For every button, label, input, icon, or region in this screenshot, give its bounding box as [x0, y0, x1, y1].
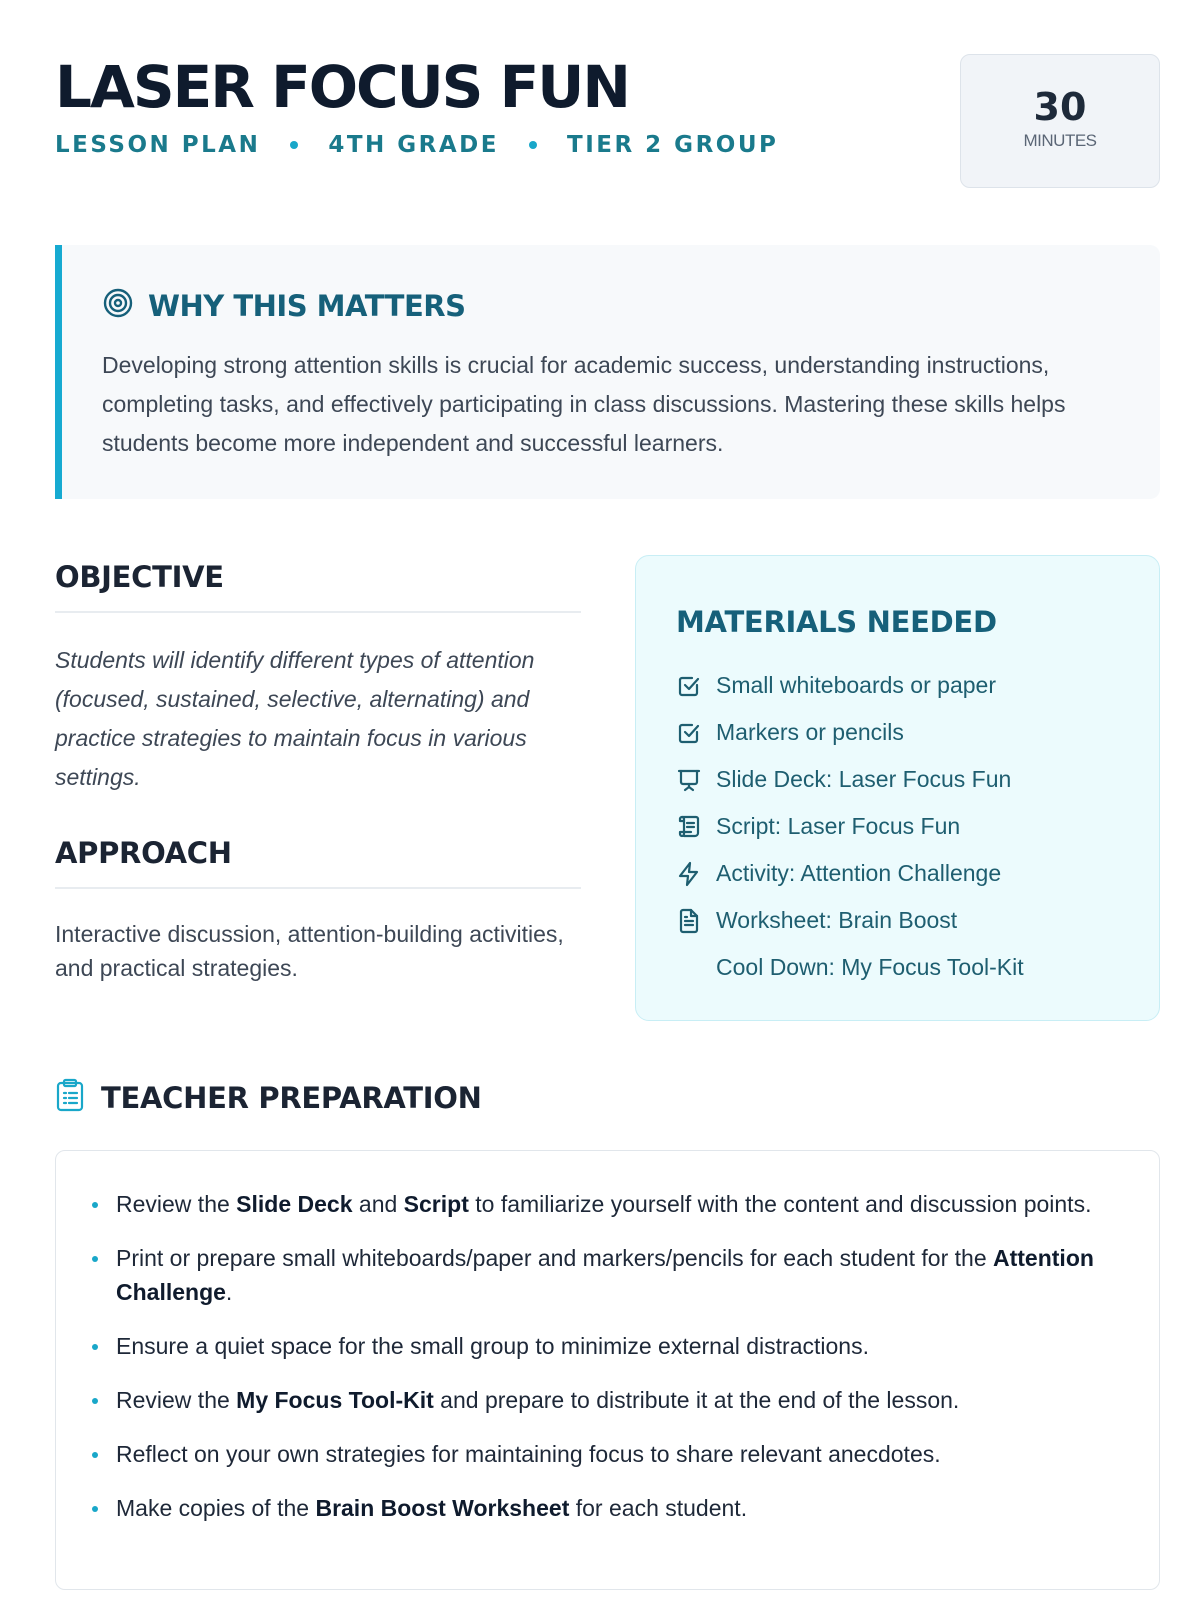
- material-item: [676, 662, 1119, 709]
- preparation-item: [92, 1437, 1119, 1471]
- approach-title: APPROACH: [55, 833, 581, 889]
- material-label: Worksheet: Brain Boost: [716, 907, 958, 933]
- separator-dot: [529, 141, 537, 149]
- objective-text: Students will identify different types of attention (focused, sustained, selective, alternating) and practice strategies to maintain focus in various settings.: [55, 647, 535, 790]
- preparation-item-text: for each student.: [569, 1495, 748, 1521]
- preparation-item-text: Review the: [116, 1191, 237, 1217]
- preparation-item-bold: Script: [403, 1191, 469, 1217]
- duration-label: MINUTES: [1023, 131, 1097, 150]
- preparation-item: [92, 1241, 1119, 1309]
- subtitle-group: TIER 2 GROUP: [567, 132, 779, 158]
- preparation-item-bold: Slide Deck: [236, 1191, 353, 1217]
- preparation-title: TEACHER PREPARATION: [101, 1080, 482, 1115]
- material-item: [676, 709, 1119, 756]
- page-title: LASER FOCUS FUN: [55, 53, 629, 121]
- subtitle-lesson-type: LESSON PLAN: [55, 132, 261, 158]
- material-item: [676, 944, 1119, 991]
- preparation-header: [55, 1078, 482, 1117]
- why-header: [102, 287, 1116, 324]
- lightning-icon: [676, 861, 702, 887]
- preparation-item-text: Print or prepare small whiteboards/paper and markers/pencils for each student for the: [116, 1245, 993, 1271]
- material-item: [676, 850, 1119, 897]
- preparation-item-text: Ensure a quiet space for the small group to minimize external distractions.: [116, 1333, 869, 1359]
- checkbox-icon: [676, 720, 702, 746]
- preparation-item-text: and prepare to distribute it at the end of the lesson.: [433, 1387, 960, 1413]
- lesson-header: [55, 52, 1160, 192]
- preparation-item-text: and: [352, 1191, 404, 1217]
- subtitle-grade: 4TH GRADE: [328, 132, 499, 158]
- preparation-item-bold: Brain Boost Worksheet: [315, 1495, 570, 1521]
- preparation-item-text: Review the: [116, 1387, 237, 1413]
- document-icon: [676, 908, 702, 934]
- preparation-card: [55, 1150, 1160, 1590]
- preparation-item-text: Make copies of the: [116, 1495, 316, 1521]
- materials-title: MATERIALS NEEDED: [676, 605, 997, 639]
- separator-dot: [290, 141, 298, 149]
- clipboard-icon: [55, 1078, 85, 1117]
- material-label: Cool Down: My Focus Tool-Kit: [716, 954, 1024, 980]
- duration-value: 30: [1033, 85, 1087, 129]
- objective-title: OBJECTIVE: [55, 557, 581, 613]
- preparation-item-bold: My Focus Tool-Kit: [236, 1387, 434, 1413]
- preparation-item-text: to familiarize yourself with the content and discussion points.: [468, 1191, 1092, 1217]
- why-text: Developing strong attention skills is crucial for academic success, understanding instructions, completing tasks, and effectively participating in class discussions. Mastering these skills helps students become more independent and successful learners.: [102, 352, 1066, 456]
- material-item: [676, 756, 1119, 803]
- scroll-icon: [676, 814, 702, 840]
- preparation-item-bold: Attention Challenge: [116, 1245, 1094, 1305]
- checkbox-icon: [676, 673, 702, 699]
- why-title: WHY THIS MATTERS: [148, 288, 466, 323]
- preparation-item-text: .: [225, 1279, 233, 1305]
- preparation-item-text: Reflect on your own strategies for maintaining focus to share relevant anecdotes.: [116, 1441, 941, 1467]
- material-item: [676, 803, 1119, 850]
- preparation-item: [92, 1187, 1119, 1221]
- materials-list: [676, 662, 1119, 991]
- presentation-icon: [676, 767, 702, 793]
- materials-card: [635, 555, 1160, 1021]
- duration-badge: [960, 54, 1160, 188]
- blank-icon: [676, 955, 702, 981]
- material-label: Markers or pencils: [716, 719, 904, 745]
- target-icon: [102, 287, 134, 324]
- material-label: Slide Deck: Laser Focus Fun: [716, 766, 1012, 792]
- why-this-matters-callout: [55, 245, 1160, 499]
- objective-approach-column: [55, 557, 581, 985]
- material-label: Small whiteboards or paper: [716, 672, 996, 698]
- preparation-list: [92, 1187, 1119, 1525]
- preparation-item: [92, 1329, 1119, 1363]
- material-item: [676, 897, 1119, 944]
- material-label: Script: Laser Focus Fun: [716, 813, 961, 839]
- approach-text: Interactive discussion, attention-building activities, and practical strategies.: [55, 921, 564, 981]
- preparation-item: [92, 1491, 1119, 1525]
- material-label: Activity: Attention Challenge: [716, 860, 1002, 886]
- preparation-item: [92, 1383, 1119, 1417]
